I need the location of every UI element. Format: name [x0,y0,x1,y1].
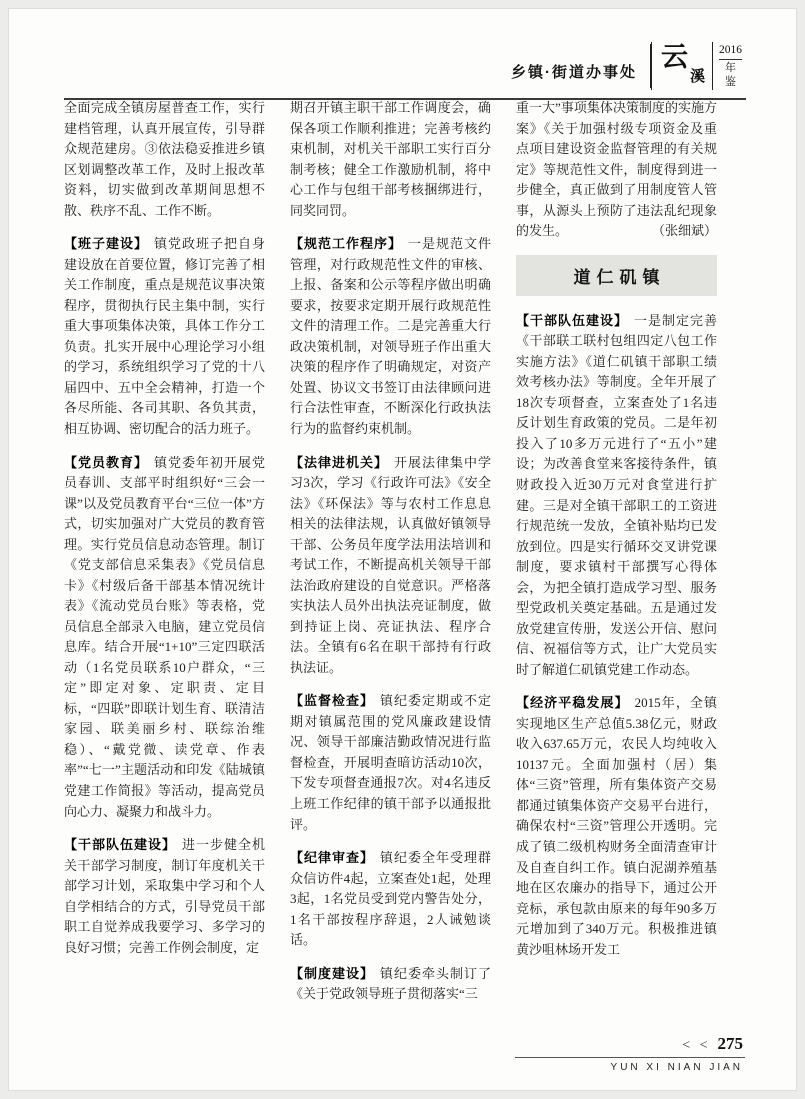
entry-paragraph: 【干部队伍建设】 一是制定完善《干部联工联村包组四定八包工作实施方法》《道仁矶镇干部职工绩效考核办法》等制度。全年开展了18次专项督查，立案查处了1名违反计划生育政策的党员。二是年初投入了10多万元进行了“五小”建设；为改善食堂来客接待条件，镇财政投入近30万元对食堂进行扩建。三是对全镇干部职工的工资进行规范统一发放，全镇补贴均已发放到位。四是实行循环交叉讲党课制度，要求镇村干部撰写心得体会，为把全镇打造成学习型、服务型党政机关奠定基础。五是通过发放党建宣传册，发送公开信、慰问信、祝福信等方式，让广大党员实时了解道仁矶镇党建工作动态。 [516,312,717,677]
continuation-paragraph: 期召开镇主职干部工作调度会，确保各项工作顺利推进；完善考核约束机制，对机关干部职工实行百分制考核；健全工作激励机制，将中心工作与包组干部考核捆绑进行，同奖同罚。 [290,100,491,218]
logo-year-char-jian: 鉴 [725,76,736,89]
entry-label: 【制度建设】 [290,965,374,981]
text-columns [64,98,717,1030]
page-number-value: 275 [717,1034,743,1053]
entry-label: 【班子建设】 [64,236,148,252]
entry-paragraph: 【经济平稳发展】 2015年，全镇实现地区生产总值5.38亿元，财政收入637.65万元，农民人均纯收入10137元。全面加强村（居）集体“三资”管理，所有集体资产交易都通过镇集体资产交易平台进行，确保农村“三资”管理公开透明。完成了镇二级机构财务全面清查审计及自查自纠工作。镇白泥湖养殖基地在区农廉办的指导下，通过公开竞标，承包款由原来的每年90多万元增加到了340万元。积极推进镇黄沙咀林场开发工 [516,695,717,957]
page-number-marks: < < [682,1038,711,1053]
entry-label: 【规范工作程序】 [290,236,402,252]
column-1 [64,98,265,1030]
yearbook-logo [651,42,746,90]
page-number [515,1034,745,1058]
logo-name [651,42,713,90]
entry-paragraph: 【监督检查】 镇纪委定期或不定期对镇属范围的党风廉政建设情况、领导干部廉洁勤政情况进行监督检查，开展明查暗访活动10次，下发专项督查通报7次。对4名违反上班工作纪律的镇干部予以通报批评。 [290,693,491,832]
author-signature: （张细斌） [651,223,717,239]
page-header [64,42,746,100]
logo-year-number: 2016 [719,43,742,60]
logo-year-char-nian: 年 [725,62,736,75]
entry-paragraph: 【纪律审查】 镇纪委全年受理群众信访件4起，立案查处1起，处理3起，1名党员受到党内警告处分，1名干部按程序辞退，2人诫勉谈话。 [290,850,491,948]
continuation-paragraph: 重一大”事项集体决策制度的实施方案》《关于加强村级专项资金及重点项目建设资金监督管理的有关规定》等规范性文件，制度得到进一步健全，真正做到了用制度管人管事，从源头上预防了违法乱纪现象的发生。 （张细斌） [516,98,717,242]
entry-label: 【干部队伍建设】 [516,312,628,328]
logo-char-yun: 云 [660,42,688,72]
entry-label: 【监督检查】 [290,693,374,709]
entry-paragraph: 【干部队伍建设】 进一步健全机关干部学习制度，制订年度机关干部学习计划，采取集中学习和个人自学相结合的方式，引导党员干部职工自觉养成我要学习、多学习的良好习惯；完善工作例会制度，定 [64,837,265,955]
logo-char-xi: 溪 [689,68,705,85]
logo-year [713,42,746,90]
entry-label: 【纪律审查】 [290,850,374,866]
running-head: 乡镇·街道办事处 [510,63,637,81]
section-heading: 道仁矶镇 [516,255,717,296]
entry-paragraph: 【党员教育】 镇党委年初开展党员春训、支部平时组织好“三会一课”以及党员教育平台“三位一体”方式，切实加强对广大党员的教育管理。实行党员信息动态管理。制订《党支部信息采集表》《党员信息卡》《村级后备干部基本情况统计表》《流动党员台账》等表格，党员信息全部录入电脑，建立党员信息库。结合开展“1+10”三定四联活动（1名党员联系10户群众，“三定”即定对象、定职责、定目标，“四联”即联计划生育、联清洁家园、联美丽乡村、联综治维稳）、“戴党微、读党章、作表率”“七一”主题活动和印发《陆城镇党建工作简报》等活动，提高党员向心力、凝聚力和战斗力。 [64,454,265,819]
entry-paragraph: 【法律进机关】 开展法律集中学习3次，学习《行政许可法》《安全法》《环保法》等与农村工作息息相关的法律法规，认真做好镇领导干部、公务员年度学法用法培训和考试工作，不断提高机关领导干部法治政府建设的自觉意识。严格落实执法人员外出执法亮证制度，做到持证上岗、亮证执法、程序合法。全镇有6名在职干部持有行政执法证。 [290,454,491,675]
column-2 [290,98,491,1030]
entry-paragraph: 【制度建设】 镇纪委牵头制订了《关于党政领导班子贯彻落实“三 [290,965,491,1002]
entry-label: 【干部队伍建设】 [64,837,176,853]
journal-name: YUN XI NIAN JIAN [610,1062,743,1073]
continuation-paragraph: 全面完成全镇房屋普查工作，实行建档管理，认真开展宣传，引导群众规范建房。③依法稳妥推进乡镇区划调整改革工作，及时上报改革资料，切实做到改革期间思想不散、秩序不乱、工作不断。 [64,100,265,218]
entry-label: 【法律进机关】 [290,454,388,470]
column-3 [516,98,717,1030]
entry-paragraph: 【班子建设】 镇党政班子把自身建设放在首要位置，修订完善了相关工作制度，重点是规范议事决策程序，贯彻执行民主集中制，实行重大事项集体决策，具体工作分工负责。扎实开展中心理论学习小组的学习，系统组织学习了党的十八届四中、五中全会精神，打造一个各尽所能、各司其职、各负其责，相互协调、密切配合的活力班子。 [64,236,265,436]
entry-label: 【经济平稳发展】 [516,695,629,711]
entry-label: 【党员教育】 [64,454,148,470]
page-footer [515,1034,745,1073]
entry-paragraph: 【规范工作程序】 一是规范文件管理，对行政规范性文件的审核、上报、备案和公示等程序做出明确要求，按要求定期开展行政规范性文件的清理工作。二是完善重大行政决策机制，对领导班子作出重大决策的程序作了明确规定，对资产处置、协议文书签订由法律顾问进行合法性审查，不断深化行政执法行为的监督约束机制。 [290,236,491,436]
